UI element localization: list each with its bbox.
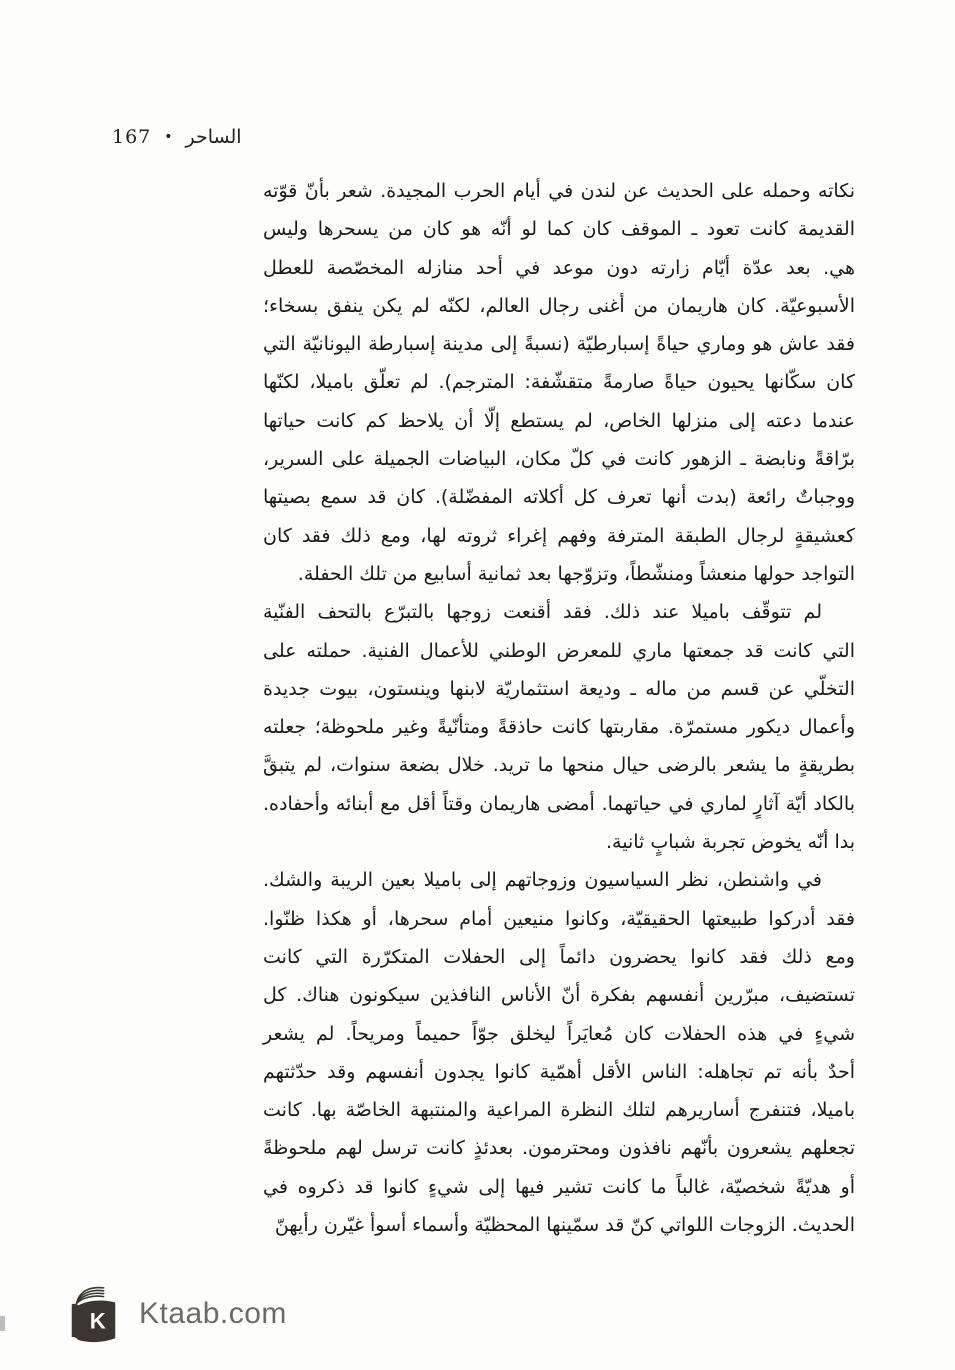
body-text [263, 172, 855, 1244]
body-line: أو هديّةً شخصيّة، غالباً ما كانت تشير فيها إلى شيءٍ كانوا قد ذكروه في [263, 1175, 855, 1198]
body-line: بالكاد أيّة آثارٍ لماري في حياتهما. أمضى هاريمان وقتاً أقل مع أبنائه وأحفاده. [263, 792, 855, 815]
body-line: هي. بعد عدّة أيّام زارته دون موعد في أحد منازله المخصّصة للعطل [263, 256, 855, 279]
body-line: وأعمال ديكور مستمرّة. مقاربتها كانت حاذقةً ومتأنّيةً وغير ملحوظة؛ جعلته [263, 716, 855, 739]
body-line: القديمة كانت تعود ـ الموقف كان كما لو أنّه هو كان من يسحرها وليس [263, 218, 855, 241]
body-line: أحدٌ بأنه تم تجاهله: الناس الأقل أهمّية كانوا يجدون أنفسهم وقد حدّثتهم [263, 1060, 855, 1083]
body-line: بطريقةٍ ما يشعر بالرضى حيال منحها ما تريد. خلال بضعة سنوات، لم يتبقَّ [263, 754, 855, 777]
paragraph [263, 172, 855, 593]
body-line: فقد أدركوا طبيعتها الحقيقيّة، وكانوا منيعين أمام سحرها، أو هكذا ظنّوا. [263, 907, 855, 930]
body-line: بدا أنّه يخوض تجربة شبابٍ ثانية. [606, 831, 855, 854]
footer-brand [64, 1283, 287, 1345]
body-line: فقد عاش هو وماري حياةً إسبارطيّة (نسبةً إلى مدينة إسبارطة اليونانيّة التي [263, 333, 855, 356]
body-line: كعشيقةٍ لرجال الطبقة المترفة وفهم إغراء ثروته لها، ومع ذلك فقد كان [263, 524, 855, 547]
body-line: باميلا، فتنفرج أساريرهم لتلك النظرة المراعية والمنتبهة الخاصّة بها. كانت [263, 1099, 855, 1122]
logo-letter: K [89, 1308, 106, 1334]
running-head [112, 126, 242, 148]
body-line: الأسبوعيّة. كان هاريمان من أغنى رجال العالم، لكنّه لم يكن ينفق بسخاء؛ [263, 294, 855, 317]
paragraph [263, 861, 855, 1244]
body-line: نكاته وحمله على الحديث عن لندن في أيام الحرب المجيدة. شعر بأنّ قوّته [263, 180, 855, 202]
body-line: تستضيف، مبرّرين أنفسهم بفكرة أنّ الأناس النافذين سيكونون هناك. كل [263, 984, 855, 1007]
brand-wordmark: Ktaab.com [139, 1297, 287, 1330]
body-line: الحديث. الزوجات اللواتي كنّ قد سمّينها المحظيّة وأسماء أسوأ غيّرن رأيهنّ [274, 1214, 855, 1237]
body-line: التخلّي عن قسم من ماله ـ وديعة استثماريّة لابنها وينستون، بيوت جديدة [263, 677, 855, 700]
body-line: كان سكّانها يحيون حياةً صارمةً متقشّفة: المترجم). لم تعلّق باميلا، لكنّها [263, 371, 855, 394]
book-title: الساحر [185, 126, 242, 148]
body-line: شيءٍ في هذه الحفلات كان مُعايَراً ليخلق جوّاً حميماً ومريحاً. لم يشعر [263, 1022, 855, 1045]
body-line: التواجد حولها منعشاً ومنشّطاً، وتزوّجها بعد ثمانية أسابيع من تلك الحفلة. [297, 562, 855, 585]
ktaab-book-icon [64, 1283, 122, 1345]
body-line: ووجباتٌ رائعة (بدت أنها تعرف كل أكلاته المفضّلة). كان قد سمع بصيتها [263, 486, 855, 509]
body-line: في واشنطن، نظر السياسيون وزوجاتهم إلى باميلا بعين الريبة والشك. [263, 869, 822, 892]
body-line: لم تتوقّف باميلا عند ذلك. فقد أقنعت زوجها بالتبرّع بالتحف الفنّية [263, 601, 822, 624]
body-line: برّاقةً ونابضة ـ الزهور كانت في كلّ مكان، البياضات الجميلة على السرير، [263, 448, 855, 471]
body-line: ومع ذلك فقد كانوا يحضرون دائماً إلى الحفلات المتكرّرة التي كانت [263, 945, 855, 968]
body-line: عندما دعته إلى منزلها الخاص، لم يستطع إلّا أن يلاحظ كم كانت حياتها [263, 409, 855, 432]
header-bullet-icon: • [164, 129, 173, 145]
body-line: التي كانت قد جمعتها ماري للمعرض الوطني للأعمال الفنية. حملته على [263, 639, 855, 662]
body-line: تجعلهم يشعرون بأنّهم نافذون ومحترمون. بعدئذٍ كانت ترسل لهم ملحوظةً [263, 1137, 855, 1160]
paragraph [263, 593, 855, 861]
page-number: 167 [112, 126, 152, 148]
scan-artifact [0, 1316, 5, 1331]
